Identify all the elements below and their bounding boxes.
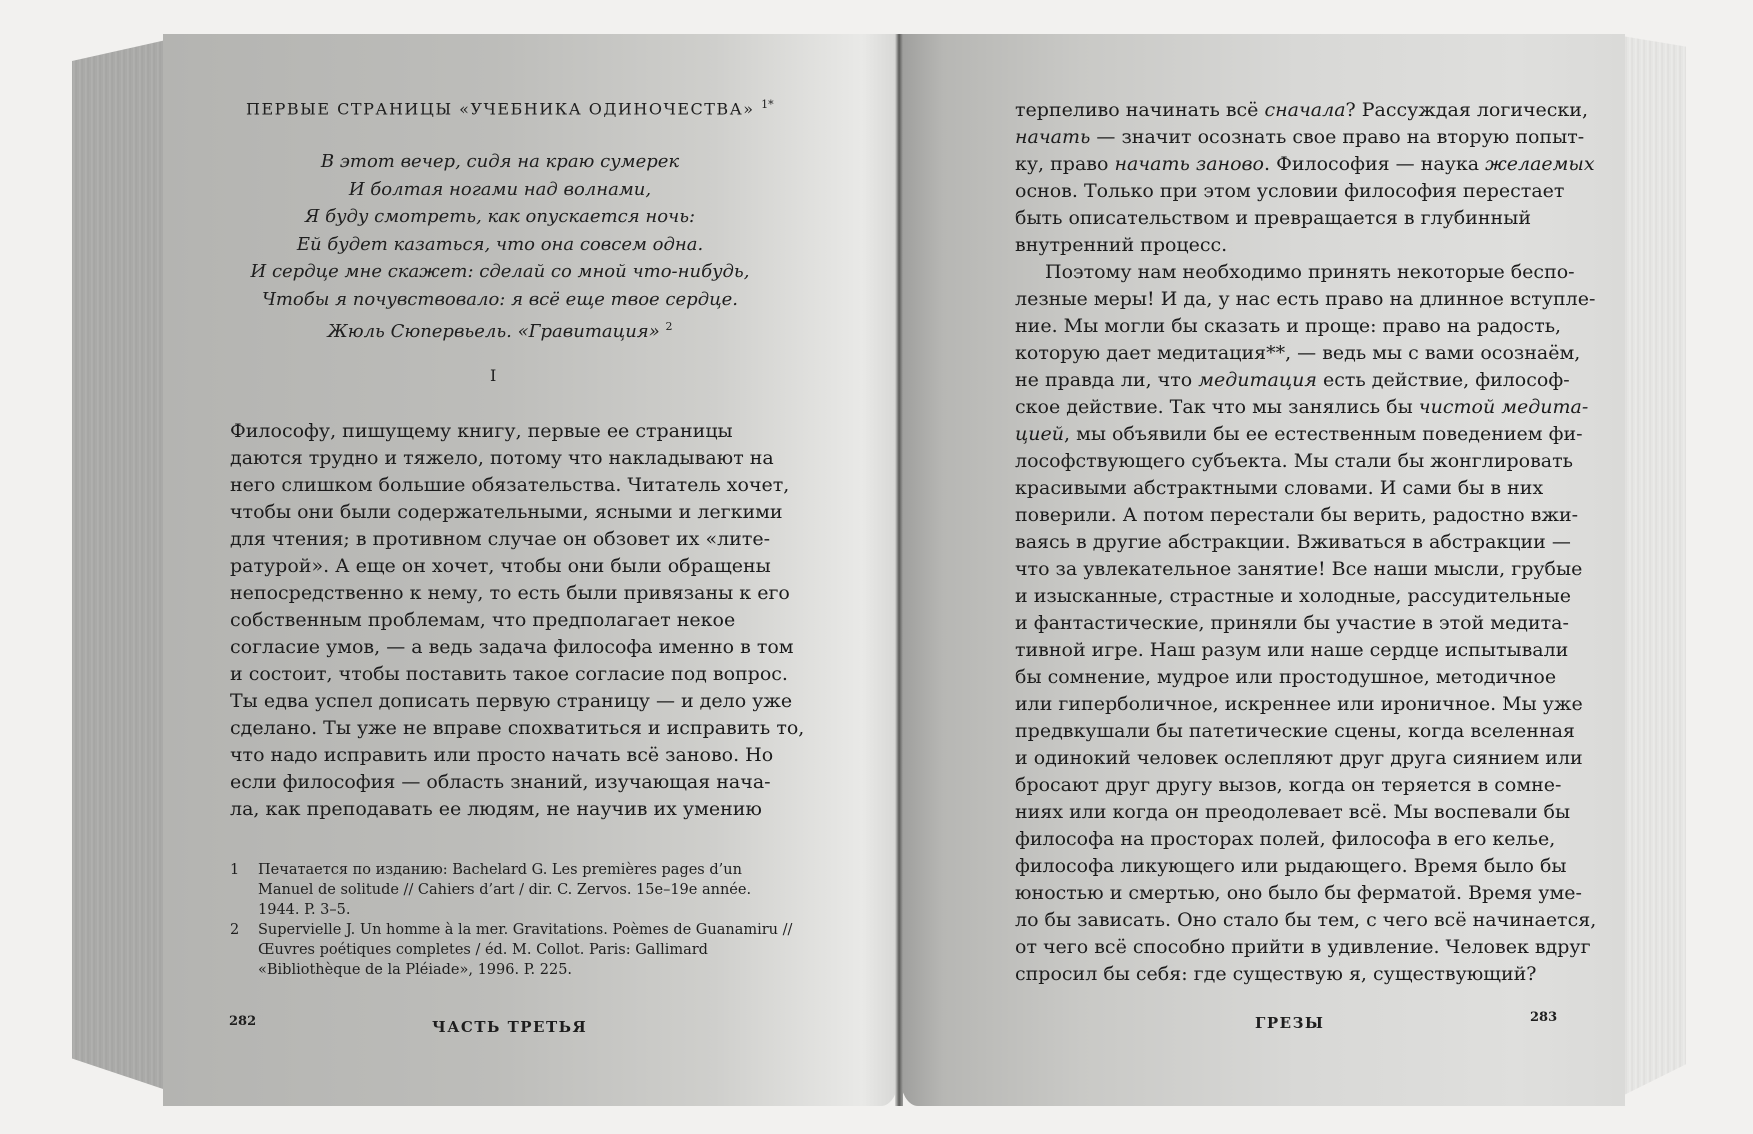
text-line: ратурой». А еще он хочет, чтобы они были обращены: [230, 555, 771, 577]
running-head: [246, 98, 774, 118]
text-line: философа на просторах полей, философа в его келье,: [1015, 828, 1556, 850]
page-number-left: 282: [229, 1014, 257, 1029]
footnote-line: Manuel de solitude // Cahiers d’art / dir. C. Zervos. 15e–19e année.: [258, 882, 752, 898]
text-line: которую дает медитация**, — ведь мы с вами осознаём,: [1015, 342, 1581, 364]
footnote-number: 2: [230, 922, 240, 938]
text-line: лезные меры! И да, у нас есть право на длинное вступле-: [1015, 288, 1596, 310]
text-line: тивной игре. Наш разум или наше сердце испытывали: [1015, 639, 1569, 661]
running-head-note: 1*: [761, 98, 774, 111]
text-line: Поэтому нам необходимо принять некоторые беспо-: [1045, 261, 1575, 283]
text-line: внутренний процесс.: [1015, 234, 1228, 256]
text-line: сделано. Ты уже не вправе спохватиться и исправить то,: [230, 717, 805, 739]
text-line: от чего всё способно прийти в удивление. Человек вдруг: [1015, 936, 1591, 958]
text-line: цией, мы объявили бы ее естественным поведением фи-: [1015, 423, 1583, 445]
epigraph: [230, 148, 770, 346]
text-line: и фантастические, приняли бы участие в этой медита-: [1015, 612, 1569, 634]
text-line: даются трудно и тяжело, потому что накладывают на: [230, 447, 774, 469]
text-line: поверили. А потом перестали бы верить, радостно вжи-: [1015, 504, 1579, 526]
text-line: красивыми абстрактными словами. И сами бы в них: [1015, 477, 1544, 499]
epigraph-note: 2: [665, 320, 673, 333]
left-body-text: [230, 418, 804, 823]
epigraph-line: Чтобы я почувствовало: я всё еще твое сердце.: [261, 288, 739, 310]
text-line: ло бы зависать. Оно стало бы тем, с чего всё начинается,: [1015, 909, 1597, 931]
text-line: юностью и смертью, оно было бы ферматой. Время уме-: [1015, 882, 1582, 904]
footnote-line: 1944. P. 3–5.: [258, 902, 351, 918]
epigraph-line: Я буду смотреть, как опускается ночь:: [304, 206, 696, 227]
section-number: I: [490, 366, 497, 385]
footnotes: [230, 860, 792, 980]
text-line: ку, право начать заново. Философия — наука желаемых: [1015, 153, 1595, 175]
epigraph-line: Ей будет казаться, что она совсем одна.: [296, 233, 704, 255]
text-line: Ты едва успел дописать первую страницу — и дело уже: [230, 690, 793, 712]
text-line: ваясь в другие абстракции. Вживаться в абстракции —: [1015, 531, 1571, 553]
footer-title-left: ЧАСТЬ ТРЕТЬЯ: [432, 1018, 588, 1036]
footnote-line: Œuvres poétiques completes / éd. M. Collot. Paris: Gallimard: [258, 942, 708, 958]
text-line: непосредственно к нему, то есть были привязаны к его: [230, 582, 790, 604]
text-line: ние. Мы могли бы сказать и проще: право на радость,: [1015, 315, 1562, 337]
epigraph-line: И сердце мне скажет: сделай со мной что-нибудь,: [250, 261, 750, 282]
text-line: для чтения; в противном случае он обзовет их «лите-: [230, 528, 770, 550]
text-line: и состоит, чтобы поставить такое согласие под вопрос.: [230, 663, 788, 685]
text-line: начать — значит осознать свое право на вторую попыт-: [1015, 126, 1585, 148]
text-line: терпеливо начинать всё сначала? Рассуждая логически,: [1015, 99, 1589, 121]
text-line: и изысканные, страстные и холодные, рассудительные: [1015, 585, 1572, 607]
text-line: и одинокий человек ослепляют друг друга сиянием или: [1015, 747, 1583, 769]
left-page-stack-edge: [72, 40, 166, 1090]
footnote-line: «Bibliothèque de la Pléiade», 1996. P. 225.: [258, 962, 573, 978]
right-page-stack-edge: [1622, 36, 1686, 1096]
text-line: предвкушали бы патетические сцены, когда вселенная: [1015, 720, 1575, 742]
epigraph-line: В этот вечер, сидя на краю сумерек: [320, 151, 680, 172]
footnote: [230, 920, 792, 980]
text-line: чтобы они были содержательными, ясными и легкими: [230, 501, 783, 523]
text-line: Философу, пишущему книгу, первые ее страницы: [230, 420, 733, 442]
epigraph-source: Жюль Сюпервьель. «Гравитация»: [327, 321, 660, 342]
epigraph-attribution: [230, 313, 770, 346]
text-line: лософствующего субъекта. Мы стали бы жонглировать: [1015, 450, 1573, 472]
right-body-text: [1015, 97, 1596, 988]
text-line: собственным проблемам, что предполагает некое: [230, 609, 736, 631]
page-number-right: 283: [1530, 1010, 1558, 1025]
footer-title-right: ГРЕЗЫ: [1255, 1014, 1325, 1032]
text-line: или гиперболичное, искреннее или ироничное. Мы уже: [1015, 693, 1583, 715]
text-line: ское действие. Так что мы занялись бы чистой медита-: [1015, 396, 1589, 418]
text-line: что надо исправить или просто начать всё заново. Но: [230, 744, 774, 766]
text-line: основ. Только при этом условии философия перестает: [1015, 180, 1565, 202]
text-line: бросают друг другу вызов, когда он теряется в сомне-: [1015, 774, 1562, 796]
footnote-line: Supervielle J. Un homme à la mer. Gravitations. Poèmes de Guanamiru //: [258, 922, 793, 938]
text-line: не правда ли, что медитация есть действие, философ-: [1015, 369, 1570, 391]
text-line: что за увлекательное занятие! Все наши мысли, грубые: [1015, 558, 1583, 580]
footnote-number: 1: [230, 862, 240, 878]
footnote-line: Печатается по изданию: Bachelard G. Les premières pages d’un: [258, 862, 742, 878]
text-line: спросил бы себя: где существую я, существующий?: [1015, 963, 1537, 985]
text-line: быть описательством и превращается в глубинный: [1015, 207, 1531, 229]
epigraph-line: И болтая ногами над волнами,: [348, 178, 652, 200]
text-line: ла, как преподавать ее людям, не научив их умению: [230, 798, 762, 820]
book-gutter: [895, 34, 903, 1106]
text-line: ниях или когда он преодолевает всё. Мы воспевали бы: [1015, 801, 1571, 823]
text-line: если философия — область знаний, изучающая нача-: [230, 771, 771, 793]
footnote: [230, 860, 792, 920]
text-line: философа ликующего или рыдающего. Время было бы: [1015, 855, 1567, 877]
text-line: согласие умов, — а ведь задача философа именно в том: [230, 636, 794, 658]
text-line: бы сомнение, мудрое или простодушное, методичное: [1015, 666, 1557, 688]
running-head-text: ПЕРВЫЕ СТРАНИЦЫ «УЧЕБНИКА ОДИНОЧЕСТВА»: [246, 99, 755, 119]
text-line: него слишком большие обязательства. Читатель хочет,: [230, 474, 790, 496]
